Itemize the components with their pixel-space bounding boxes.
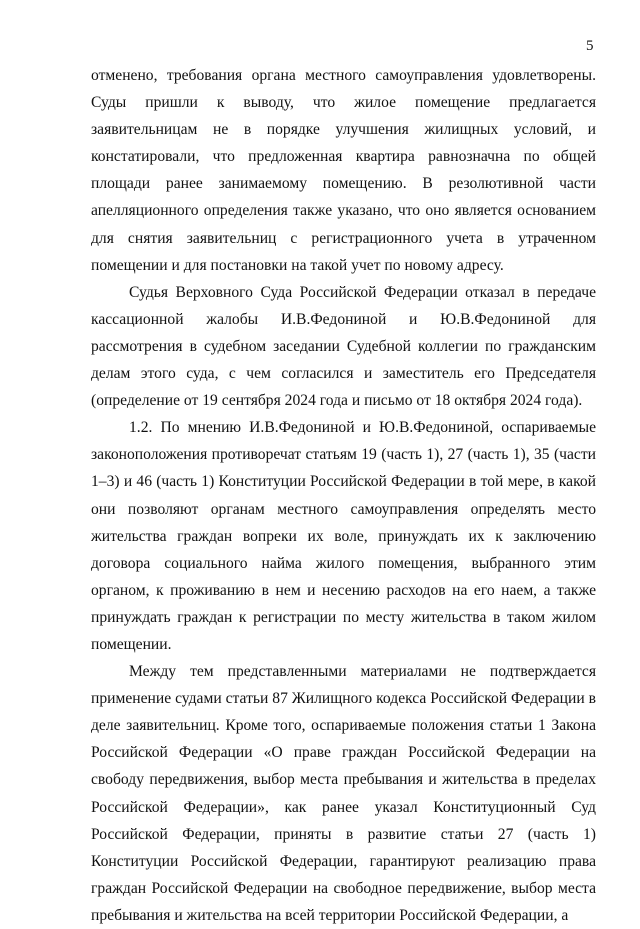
paragraph-continuation: отменено, требования органа местного самоуправления удовлетворены. Суды пришли к выводу, что жилое помещение предлагается заявительницам не в порядке улучшения жилищных условий, и констатировали, что предложенная квартира равнозначна по общей площади ранее занимаемому помещению. В резолютивной части апелляционного определения также указано, что оно является основанием для снятия заявительниц с регистрационного учета в утраченном помещении и для постановки на такой учет по новому адресу. — [91, 67, 596, 274]
page-number: 5 — [586, 38, 594, 54]
paragraph-supreme-court-judge: Судья Верховного Суда Российской Федерации отказал в передаче кассационной жалобы И.В.Федониной и Ю.В.Федониной для рассмотрения в судебном заседании Судебной коллегии по гражданским делам этого суда, с чем согласился и заместитель его Председателя (определение от 19 сентября 2024 года и письмо от 18 октября 2024 года). — [91, 283, 596, 410]
paragraph-materials: Между тем представленными материалами не подтверждается применение судами статьи 87 Жилищного кодекса Российской Федерации в деле заявительниц. Кроме того, оспариваемые положения статьи 1 Закона Российской Федерации «О праве граждан Российской Федерации на свободу передвижения, выбор места пребывания и жительства в пределах Российской Федерации», как ранее указал Конституционный Суд Российской Федерации, приняты в развитие статьи 27 (часть 1) Конституции Российской Федерации, гарантируют реализацию права граждан Российской Федерации на свободное передвижение, выбор места пребывания и жительства на всей территории Российской Федерации, а — [91, 663, 596, 924]
paragraph-1-2-applicants-opinion: 1.2. По мнению И.В.Федониной и Ю.В.Федониной, оспариваемые законоположения противоречат статьям 19 (часть 1), 27 (часть 1), 35 (части 1–3) и 46 (часть 1) Конституции Российской Федерации в той мере, в какой они позволяют органам местного самоуправления определять место жительства граждан вопреки их воле, принуждать их к заключению договора социального найма жилого помещения, выбранного этим органом, к проживанию в нем и несению расходов на его наем, а также принуждать граждан к регистрации по месту жительства в таком жилом помещении. — [91, 419, 596, 653]
body-text — [91, 62, 596, 929]
